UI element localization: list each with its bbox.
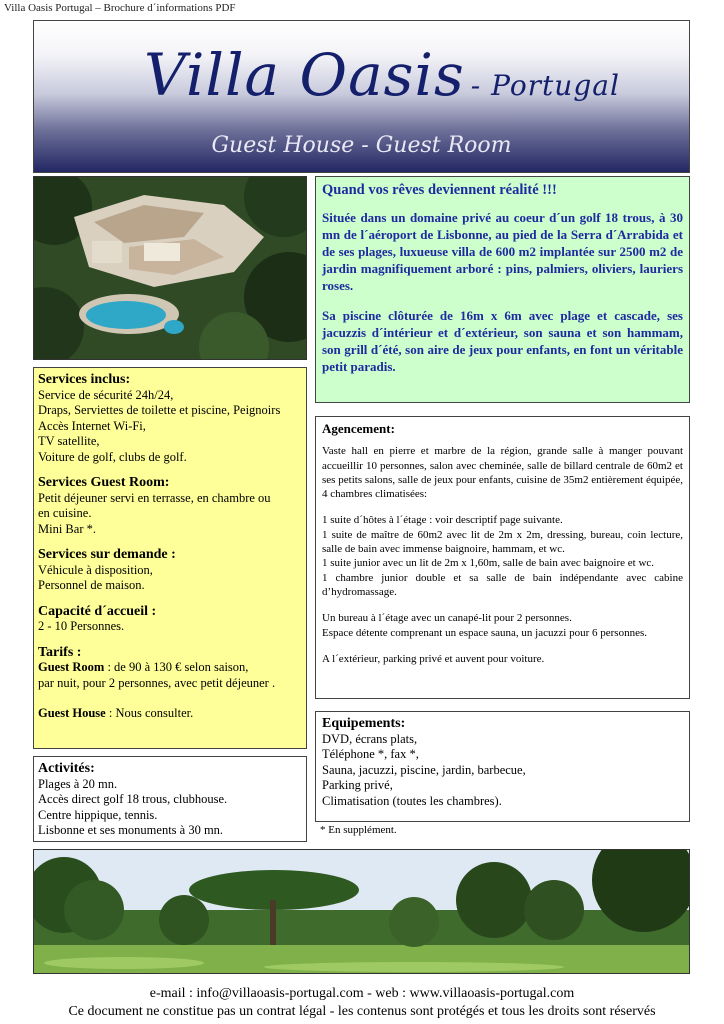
services-demande-heading: Services sur demande : bbox=[38, 547, 176, 562]
services-guest-room-heading: Services Guest Room: bbox=[38, 475, 170, 490]
legal-notice: Ce document ne constitue pas un contrat légal - les contenus sont protégés et tous les droits sont réservés bbox=[68, 1004, 656, 1019]
capacite-heading: Capacité d´accueil : bbox=[38, 603, 157, 619]
equipements-item: Téléphone *, fax *, bbox=[322, 747, 419, 761]
equipements-item: Parking privé, bbox=[322, 778, 393, 792]
activites-item: Accès direct golf 18 trous, clubhouse. bbox=[38, 792, 228, 806]
activites-box bbox=[33, 756, 307, 842]
services-inclus-item: Draps, Serviettes de toilette et piscine, Peignoirs bbox=[38, 403, 281, 417]
activites-item: Centre hippique, tennis. bbox=[38, 807, 158, 822]
banner-title-suffix: - Portugal bbox=[470, 69, 620, 102]
services-guest-room-item: Petit déjeuner servi en terrasse, en chambre ou bbox=[38, 490, 271, 505]
tarifs-heading: Tarifs : bbox=[38, 644, 82, 660]
agencement-paragraph: Vaste hall en pierre et marbre de la région, grande salle à manger pouvant accueillir 10 personnes, salon avec cheminée, salle de billard centrale de 60m2 et ses petits salons, salle de jeux pour enfants, cuisine de 35m2 entièrement équipée, 4 chambres climatisées: bbox=[322, 445, 683, 501]
capacite-value: 2 - 10 Personnes. bbox=[38, 619, 125, 633]
activites-item: Lisbonne et ses monuments à 30 mn. bbox=[38, 823, 224, 837]
services-demande-item: Véhicule à disposition, bbox=[38, 562, 153, 577]
services-guest-room-item: en cuisine. bbox=[38, 506, 92, 520]
agencement-heading: Agencement: bbox=[322, 421, 395, 436]
equipements-item: Climatisation (toutes les chambres). bbox=[322, 793, 502, 808]
contact-line: e-mail : info@villaoasis-portugal.com - web : www.villaoasis-portugal.com bbox=[149, 986, 575, 1001]
agencement-room-line: 1 chambre junior double et sa salle de bain indépendante avec cabine d’hydromassage. bbox=[322, 571, 683, 598]
services-inclus-item: Service de sécurité 24h/24, bbox=[38, 387, 174, 402]
tarif-guest-house: Guest House : Nous consulter. bbox=[38, 706, 194, 720]
title-banner bbox=[33, 20, 690, 173]
footnote: * En supplément. bbox=[320, 824, 397, 836]
document-caption: Villa Oasis Portugal – Brochure d´informations PDF bbox=[4, 2, 236, 14]
intro-headline: Quand vos rêves deviennent réalité !!! bbox=[322, 182, 557, 198]
intro-paragraph-2: Sa piscine clôturée de 16m x 6m avec plage et cascade, ses jacuzzis d´intérieur et d´extérieur, son sauna et son hammam, son grill d´été, son aire de jeux pour enfants, en font un véritable petit paradis. bbox=[322, 307, 683, 374]
intro-box bbox=[315, 176, 690, 403]
services-inclus-item: Voiture de golf, clubs de golf. bbox=[38, 449, 187, 464]
intro-paragraph-1: Située dans un domaine privé au coeur d´un golf 18 trous, à 30 mn de l´aéroport de Lisbonne, au pied de la Serra d´Arrabida et de ses plages, luxueuse villa de 600 m2 implantée sur 2500 m2 de jardin magnifiquement arboré : pins, palmiers, oliviers, lauriers roses. bbox=[322, 209, 683, 293]
villa-aerial-photo bbox=[33, 176, 307, 360]
tarif-guest-room: Guest Room : de 90 à 130 € selon saison, bbox=[38, 660, 249, 674]
activites-heading: Activités: bbox=[38, 761, 95, 776]
equipements-item: Sauna, jacuzzi, piscine, jardin, barbecue, bbox=[322, 762, 526, 777]
equipements-item: DVD, écrans plats, bbox=[322, 731, 418, 746]
agencement-box bbox=[315, 416, 690, 699]
agencement-room-line: 1 suite junior avec un lit de 2m x 1,60m, salle de bain avec baignoire et wc. bbox=[322, 557, 655, 570]
equipements-heading: Equipements: bbox=[322, 716, 406, 731]
agencement-room-line: 1 suite de maître de 60m2 avec lit de 2m x 2m, dressing, bureau, coin lecture, salle de bain avec immense baignoire, hammam, et wc. bbox=[322, 528, 683, 556]
services-guest-room-item: Mini Bar *. bbox=[38, 521, 96, 536]
agencement-paragraph: Un bureau à l´étage avec un canapé-lit pour 2 personnes. bbox=[322, 612, 572, 625]
services-inclus-item: TV satellite, bbox=[38, 434, 100, 448]
services-box bbox=[33, 367, 307, 749]
services-demande-item: Personnel de maison. bbox=[38, 578, 145, 592]
agencement-paragraph: Espace détente comprenant un espace sauna, un jacuzzi pour 6 personnes. bbox=[322, 626, 647, 639]
equipements-box bbox=[315, 711, 690, 822]
banner-tagline: Guest House - Guest Room bbox=[211, 133, 512, 158]
services-inclus-item: Accès Internet Wi-Fi, bbox=[38, 418, 146, 433]
banner-title: Villa Oasis - Portugal bbox=[144, 41, 620, 109]
agencement-paragraph: A l´extérieur, parking privé et auvent pour voiture. bbox=[322, 652, 545, 665]
activites-item: Plages à 20 mn. bbox=[38, 776, 118, 791]
services-inclus-heading: Services inclus: bbox=[38, 372, 131, 387]
tarif-guest-room-detail: par nuit, pour 2 personnes, avec petit déjeuner . bbox=[38, 675, 276, 690]
golf-course-photo bbox=[33, 849, 690, 974]
agencement-room-line: 1 suite d´hôtes à l´étage : voir descriptif page suivante. bbox=[322, 514, 563, 527]
